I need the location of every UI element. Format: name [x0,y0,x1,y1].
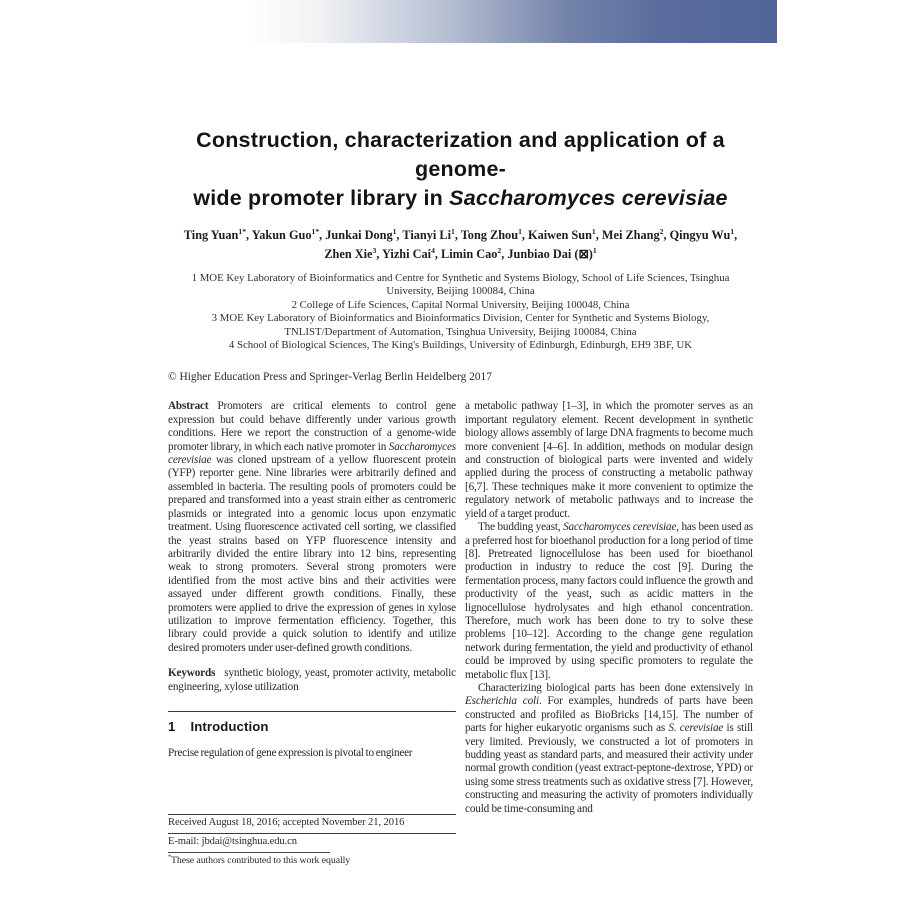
section-title: Introduction [190,718,269,734]
affiliation-4: 4 School of Biological Sciences, The King's Buildings, University of Edinburgh, Edinburgh, EH9 3BF, UK [228,339,693,352]
keywords-text: synthetic biology, yeast, promoter activity, metabolic engineering, xylose utilization [168,667,456,693]
affiliation-list [168,272,753,352]
footnote-short-rule [168,852,330,853]
introduction-paragraph: Characterizing biological parts has been done extensively in Escherichia coli. For examples, hundreds of parts have been constructed and profiled as BioBricks [14,15]. The number of parts for higher eukaryotic organisms such as S. cerevisiae is still very limited. Previously, we constructed a lot of promoters in budding yeast as standard parts, and measured their activity under normal growth condition (yeast extract-peptone-dextrose, YPD) or using some stress treatments such as oxidative stress [7]. However, constructing and measuring the activity of promoters individually could be time-consuming and [465,681,753,815]
affiliation-1: 1 MOE Key Laboratory of Bioinformatics and Centre for Synthetic and Systems Biology, School of Life Sciences, Tsinghua University, Beijing 100084, China [191,272,730,298]
right-column [465,400,753,870]
introduction-paragraph: The budding yeast, Saccharomyces cerevisiae, has been used as a preferred host for bioethanol production for a long period of time [8]. Pretreated lignocellulose has been used for bioethanol production in industry to reduce the cost [9]. During the fermentation process, many factors could influence the growth and productivity of the yeast, such as acidic matters in the lignocellulose hydrolysates and high ethanol concentration. Therefore, much work has been done to try to solve these problems [10–12]. According to the change gene regulation network during fermentation, the yield and productivity of ethanol could be improved by using specific promoters to regulate the metabolic flux [13]. [465,521,753,681]
footnote-block [168,812,456,870]
introduction-first-line: Precise regulation of gene expression is pivotal to engineer [168,746,413,759]
left-column [168,400,456,870]
keywords-paragraph [168,667,456,694]
two-column-body [168,400,753,870]
abstract-label: Abstract [168,400,209,413]
footnote-rule [168,833,456,834]
equal-contribution-note: *These authors contributed to this work equally [168,854,351,866]
email-line: E-mail: jbdai@tsinghua.edu.cn [168,835,297,847]
section-number: 1 [168,718,176,734]
section-divider-rule [168,711,456,712]
article-title-line: wide promoter library in Saccharomyces cerevisiae [193,186,728,210]
article-title-line: Construction, characterization and application of a genome- [196,128,725,181]
author-line: Zhen Xie$^3$, Yizhi Cai$^4$, Limin Cao$^2$, Junbiao Dai (⊠)$^1$ [324,245,597,261]
affiliation-3: 3 MOE Key Laboratory of Bioinformatics and Bioinformatics Division, Center for Synthetic and Systems Biology, TNLIST/Department of Automation, Tsinghua University, Beijing 100084, China [211,312,710,338]
article-title [168,126,753,213]
footnote-rule [168,814,456,815]
keywords-label: Keywords [168,667,216,680]
abstract-text: Promoters are critical elements to control gene expression but could behave differently under various growth conditions. Here we report the construction of a genome-wide promoter library, in which each native promoter in Saccharomyces cerevisiae was cloned upstream of a yellow fluorescent protein (YFP) reporter gene. Nine libraries were arbitrarily defined and assembled in bacteria. The resulting pools of promoters could be prepared and transformed into a yeast strain either as centromeric plasmids or integrated into a genomic locus upon enzymatic treatment. Using fluorescence activated cell sorting, we classified the yeast strains based on YFP fluorescence intensity and arbitrarily divided the entire library into 12 bins, representing weak to strong promoters. Several strong promoters were identified from the most active bins and their activities were assayed under different growth conditions. Finally, these promoters were applied to drive the expression of genes in xylose utilization to improve fermentation efficiency. Together, this library could provide a quick solution to identify and utilize desired promoters under user-defined growth conditions. [168,400,456,654]
copyright-line: © Higher Education Press and Springer-Verlag Berlin Heidelberg 2017 [168,371,492,384]
author-list [168,226,753,263]
page-content [168,0,753,870]
affiliation-2: 2 College of Life Sciences, Capital Normal University, Beijing 100048, China [291,298,630,311]
received-dates: Received August 18, 2016; accepted November 21, 2016 [168,817,405,829]
abstract-paragraph [168,400,456,655]
introduction-paragraph: a metabolic pathway [1–3], in which the promoter serves as an important regulatory element. Recent development in synthetic biology allows assembly of large DNA fragments to become much more convenient [4–6]. In addition, methods on modular design and construction of biological parts were invented and widely applied during the process of constructing a metabolic pathway [6,7]. These techniques make it more convenient to optimize the regulatory network of metabolic pathways and to increase the yield of a target product. [465,400,753,520]
section-heading-introduction [168,719,456,734]
author-line: Ting Yuan$^{1*}$, Yakun Guo$^{1*}$, Junkai Dong$^1$, Tianyi Li$^1$, Tong Zhou$^1$, Kaiwen Sun$^1$, Mei Zhang$^2$, Qingyu Wu$^1$, [183,226,738,242]
